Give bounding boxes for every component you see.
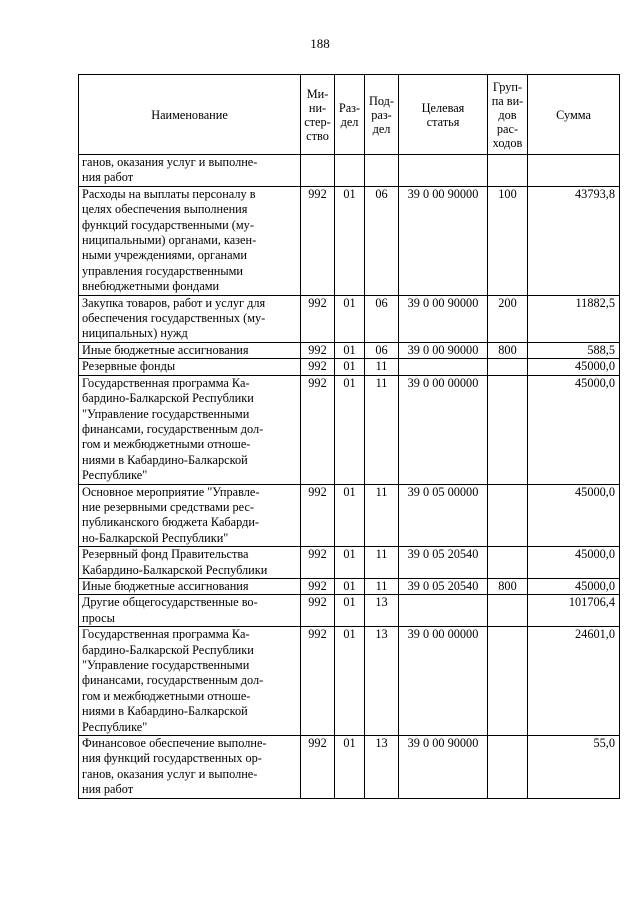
cell-group (488, 627, 528, 736)
table-row (79, 547, 620, 579)
cell-group (488, 484, 528, 547)
cell-group: 100 (488, 186, 528, 295)
cell-target: 39 0 05 20540 (399, 578, 488, 594)
cell-group (488, 155, 528, 187)
table-row (79, 342, 620, 358)
cell-ministry: 992 (301, 627, 335, 736)
cell-name: Государственная программа Ка- бардино-Балкарской Республики "Управление государственными финансами, государственным дол- гом и межбюджетными отноше- ниями в Кабардино-Балкарской Республике" (79, 375, 301, 484)
table-row (79, 627, 620, 736)
cell-ministry: 992 (301, 359, 335, 375)
header-target: Целевая статья (399, 75, 488, 155)
cell-section: 01 (335, 484, 365, 547)
header-section: Раз- дел (335, 75, 365, 155)
table-row (79, 375, 620, 484)
cell-name: Расходы на выплаты персоналу в целях обеспечения выполнения функций государственными (му- ниципальными) органами, казен- ными учреждениями, органами управления государственными внебюджетными фондами (79, 186, 301, 295)
cell-ministry: 992 (301, 736, 335, 799)
cell-target: 39 0 00 90000 (399, 295, 488, 342)
table-row (79, 595, 620, 627)
cell-ministry: 992 (301, 186, 335, 295)
cell-section: 01 (335, 595, 365, 627)
cell-group: 200 (488, 295, 528, 342)
budget-table (78, 74, 620, 799)
cell-subsection: 13 (365, 595, 399, 627)
cell-group (488, 595, 528, 627)
cell-target (399, 595, 488, 627)
cell-subsection: 06 (365, 295, 399, 342)
cell-subsection: 06 (365, 186, 399, 295)
cell-section: 01 (335, 736, 365, 799)
cell-target: 39 0 00 90000 (399, 736, 488, 799)
cell-target: 39 0 00 00000 (399, 375, 488, 484)
cell-sum: 11882,5 (528, 295, 620, 342)
cell-name: Закупка товаров, работ и услуг для обеспечения государственных (му- ниципальных) нужд (79, 295, 301, 342)
cell-name: Иные бюджетные ассигнования (79, 342, 301, 358)
cell-group: 800 (488, 342, 528, 358)
cell-sum (528, 155, 620, 187)
cell-section: 01 (335, 186, 365, 295)
cell-subsection (365, 155, 399, 187)
cell-section: 01 (335, 359, 365, 375)
cell-target: 39 0 05 00000 (399, 484, 488, 547)
header-subsection: Под- раз- дел (365, 75, 399, 155)
cell-group (488, 736, 528, 799)
cell-name: ганов, оказания услуг и выполне- ния работ (79, 155, 301, 187)
table-row (79, 186, 620, 295)
cell-ministry: 992 (301, 375, 335, 484)
cell-ministry (301, 155, 335, 187)
cell-target (399, 359, 488, 375)
cell-section: 01 (335, 375, 365, 484)
page-number: 188 (310, 36, 330, 51)
cell-subsection: 13 (365, 627, 399, 736)
cell-target (399, 155, 488, 187)
cell-group: 800 (488, 578, 528, 594)
cell-sum: 45000,0 (528, 375, 620, 484)
cell-target: 39 0 00 90000 (399, 186, 488, 295)
cell-sum: 45000,0 (528, 547, 620, 579)
cell-subsection: 11 (365, 484, 399, 547)
cell-name: Иные бюджетные ассигнования (79, 578, 301, 594)
cell-ministry: 992 (301, 578, 335, 594)
cell-ministry: 992 (301, 342, 335, 358)
table-row (79, 359, 620, 375)
cell-name: Резервные фонды (79, 359, 301, 375)
cell-sum: 101706,4 (528, 595, 620, 627)
cell-ministry: 992 (301, 295, 335, 342)
cell-sum: 588,5 (528, 342, 620, 358)
cell-subsection: 11 (365, 359, 399, 375)
cell-target: 39 0 00 00000 (399, 627, 488, 736)
cell-sum: 45000,0 (528, 578, 620, 594)
table-header-row (79, 75, 620, 155)
header-name: Наименование (79, 75, 301, 155)
header-sum: Сумма (528, 75, 620, 155)
cell-name: Резервный фонд Правительства Кабардино-Балкарской Республики (79, 547, 301, 579)
cell-target: 39 0 00 90000 (399, 342, 488, 358)
cell-name: Другие общегосударственные во- просы (79, 595, 301, 627)
cell-sum: 24601,0 (528, 627, 620, 736)
cell-section: 01 (335, 627, 365, 736)
table-row (79, 578, 620, 594)
cell-subsection: 11 (365, 375, 399, 484)
cell-group (488, 547, 528, 579)
cell-sum: 45000,0 (528, 484, 620, 547)
cell-ministry: 992 (301, 547, 335, 579)
cell-section: 01 (335, 547, 365, 579)
cell-section: 01 (335, 295, 365, 342)
cell-name: Государственная программа Ка- бардино-Балкарской Республики "Управление государственными финансами, государственным дол- гом и межбюджетными отноше- ниями в Кабардино-Балкарской Республике" (79, 627, 301, 736)
table-row (79, 295, 620, 342)
cell-subsection: 06 (365, 342, 399, 358)
cell-sum: 55,0 (528, 736, 620, 799)
cell-name: Финансовое обеспечение выполне- ния функций государственных ор- ганов, оказания услуг и выполне- ния работ (79, 736, 301, 799)
cell-name: Основное мероприятие "Управле- ние резервными средствами рес- публиканского бюджета Кабарди- но-Балкарской Республики" (79, 484, 301, 547)
table-row (79, 736, 620, 799)
header-ministry: Ми- ни- стер- ство (301, 75, 335, 155)
cell-subsection: 11 (365, 578, 399, 594)
cell-section: 01 (335, 342, 365, 358)
cell-ministry: 992 (301, 595, 335, 627)
cell-subsection: 13 (365, 736, 399, 799)
cell-sum: 45000,0 (528, 359, 620, 375)
header-group: Груп- па ви- дов рас- ходов (488, 75, 528, 155)
cell-section (335, 155, 365, 187)
cell-group (488, 375, 528, 484)
cell-ministry: 992 (301, 484, 335, 547)
table-row (79, 155, 620, 187)
cell-group (488, 359, 528, 375)
cell-sum: 43793,8 (528, 186, 620, 295)
cell-target: 39 0 05 20540 (399, 547, 488, 579)
cell-subsection: 11 (365, 547, 399, 579)
cell-section: 01 (335, 578, 365, 594)
table-row (79, 484, 620, 547)
